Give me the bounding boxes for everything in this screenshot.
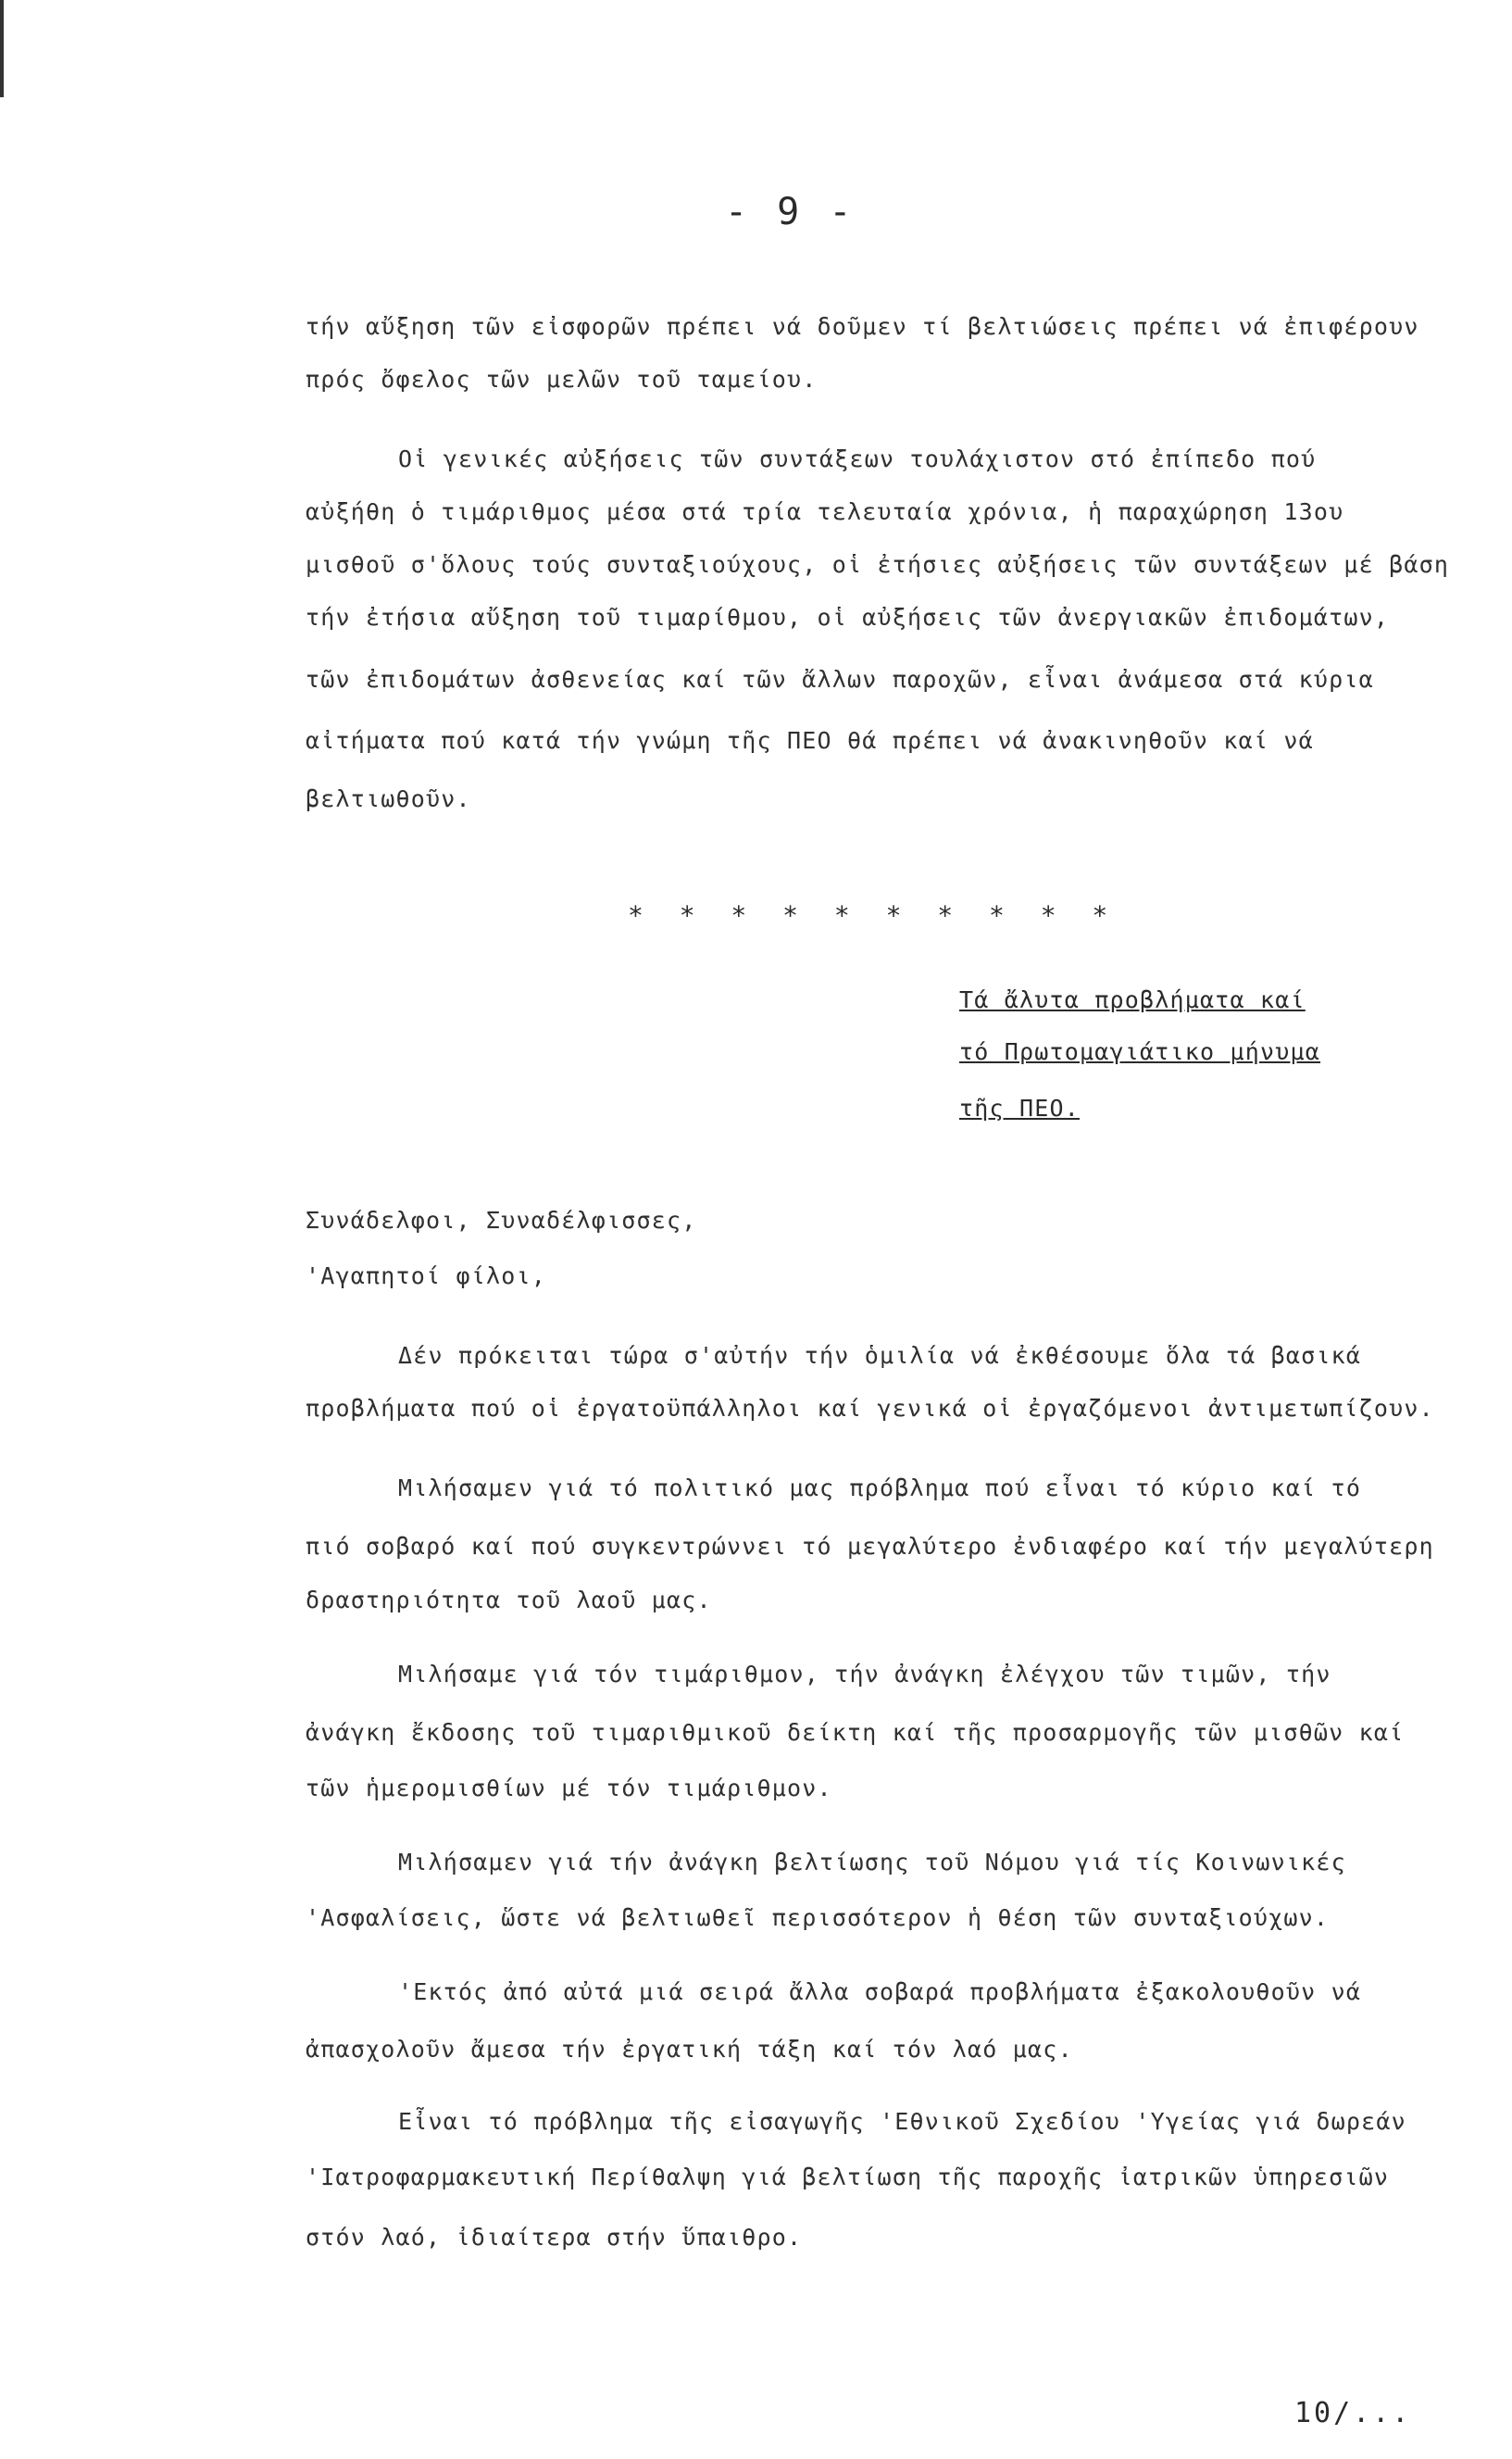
para4-line-2: πιό σοβαρό καί πού συγκεντρώννει τό μεγαλύτερο ἐνδιαφέρο καί τήν μεγαλύτερη (306, 1533, 1434, 1560)
para2-line-4: τήν ἐτήσια αὔξηση τοῦ τιμαρίθμου, οἱ αὐξήσεις τῶν ἀνεργιακῶν ἐπιδομάτων, (306, 604, 1390, 631)
para1-line-2: πρός ὄφελος τῶν μελῶν τοῦ ταμείου. (306, 366, 818, 393)
scan-edge-mark (0, 0, 4, 97)
para2-line-6: αἰτήματα πού κατά τήν γνώμη τῆς ΠΕΟ θά πρέπει νά ἀνακινηθοῦν καί νά (306, 727, 1314, 754)
para3-line-2: προβλήματα πού οἱ ἐργατοϋπάλληλοι καί γενικά οἱ ἐργαζόμενοι ἀντιμετωπίζουν. (306, 1395, 1434, 1422)
para2-line-2: αὐξήθη ὁ τιμάριθμος μέσα στά τρία τελευταία χρόνια, ἡ παραχώρηση 13ου (306, 498, 1344, 525)
para8-line-2: 'Ιατροφαρμακευτική Περίθαλψη γιά βελτίωση τῆς παροχῆς ἰατρικῶν ὑπηρεσιῶν (306, 2164, 1390, 2190)
para3-line-1: Δέν πρόκειται τώρα σ'αὐτήν τήν ὁμιλία νά ἐκθέσουμε ὅλα τά βασικά (398, 1342, 1362, 1369)
para5-line-1: Μιλήσαμε γιά τόν τιμάριθμον, τήν ἀνάγκη ἐλέγχου τῶν τιμῶν, τήν (398, 1661, 1331, 1687)
para2-line-3: μισθοῦ σ'ὅλους τούς συνταξιούχους, οἱ ἐτήσιες αὐξήσεις τῶν συντάξεων μέ βάση (306, 551, 1450, 578)
para2-line-7: βελτιωθοῦν. (306, 785, 471, 812)
para7-line-1: 'Εκτός ἀπό αὐτά μιά σειρά ἄλλα σοβαρά προβλήματα ἐξακολουθοῦν νά (398, 1978, 1362, 2005)
salutation-line-1: Συνάδελφοι, Συναδέλφισσες, (306, 1207, 697, 1234)
para7-line-2: ἀπασχολοῦν ἄμεσα τήν ἐργατική τάξη καί τόν λαό μας. (306, 2036, 1073, 2063)
para8-line-1: Εἶναι τό πρόβλημα τῆς εἰσαγωγῆς 'Εθνικοῦ Σχεδίου 'Υγείας γιά δωρεάν (398, 2108, 1406, 2135)
section-heading-line-3: τῆς ΠΕΟ. (959, 1095, 1081, 1122)
separator-stars: * * * * * * * * * * (628, 900, 1118, 931)
para4-line-1: Μιλήσαμεν γιά τό πολιτικό μας πρόβλημα πού εἶναι τό κύριο καί τό (398, 1474, 1362, 1501)
para2-line-1: Οἱ γενικές αὐξήσεις τῶν συντάξεων τουλάχιστον στό ἐπίπεδο πού (398, 445, 1317, 472)
para1-line-1: τήν αὔξηση τῶν εἰσφορῶν πρέπει νά δοῦμεν τί βελτιώσεις πρέπει νά ἐπιφέρουν (306, 313, 1419, 340)
para2-line-5: τῶν ἐπιδομάτων ἀσθενείας καί τῶν ἄλλων παροχῶν, εἶναι ἀνάμεσα στά κύρια (306, 666, 1374, 693)
para6-line-2: 'Ασφαλίσεις, ὥστε νά βελτιωθεῖ περισσότερον ἡ θέση τῶν συνταξιούχων. (306, 1904, 1330, 1931)
para6-line-1: Μιλήσαμεν γιά τήν ἀνάγκη βελτίωσης τοῦ Νόμου γιά τίς Κοινωνικές (398, 1849, 1346, 1876)
continuation-page-marker: 10/... (1294, 2397, 1412, 2429)
para8-line-3: στόν λαό, ἰδιαίτερα στήν ὕπαιθρο. (306, 2224, 803, 2251)
para5-line-3: τῶν ἡμερομισθίων μέ τόν τιμάριθμον. (306, 1775, 832, 1801)
salutation-line-2: 'Αγαπητοί φίλοι, (306, 1262, 547, 1289)
section-heading-line-2: τό Πρωτομαγιάτικο μήνυμα (959, 1038, 1321, 1065)
para5-line-2: ἀνάγκη ἔκδοσης τοῦ τιμαριθμικοῦ δείκτη καί τῆς προσαρμογῆς τῶν μισθῶν καί (306, 1719, 1405, 1746)
page-number: - 9 - (725, 191, 856, 233)
section-heading-line-1: Τά ἄλυτα προβλήματα καί (959, 986, 1306, 1013)
para4-line-3: δραστηριότητα τοῦ λαοῦ μας. (306, 1587, 712, 1613)
